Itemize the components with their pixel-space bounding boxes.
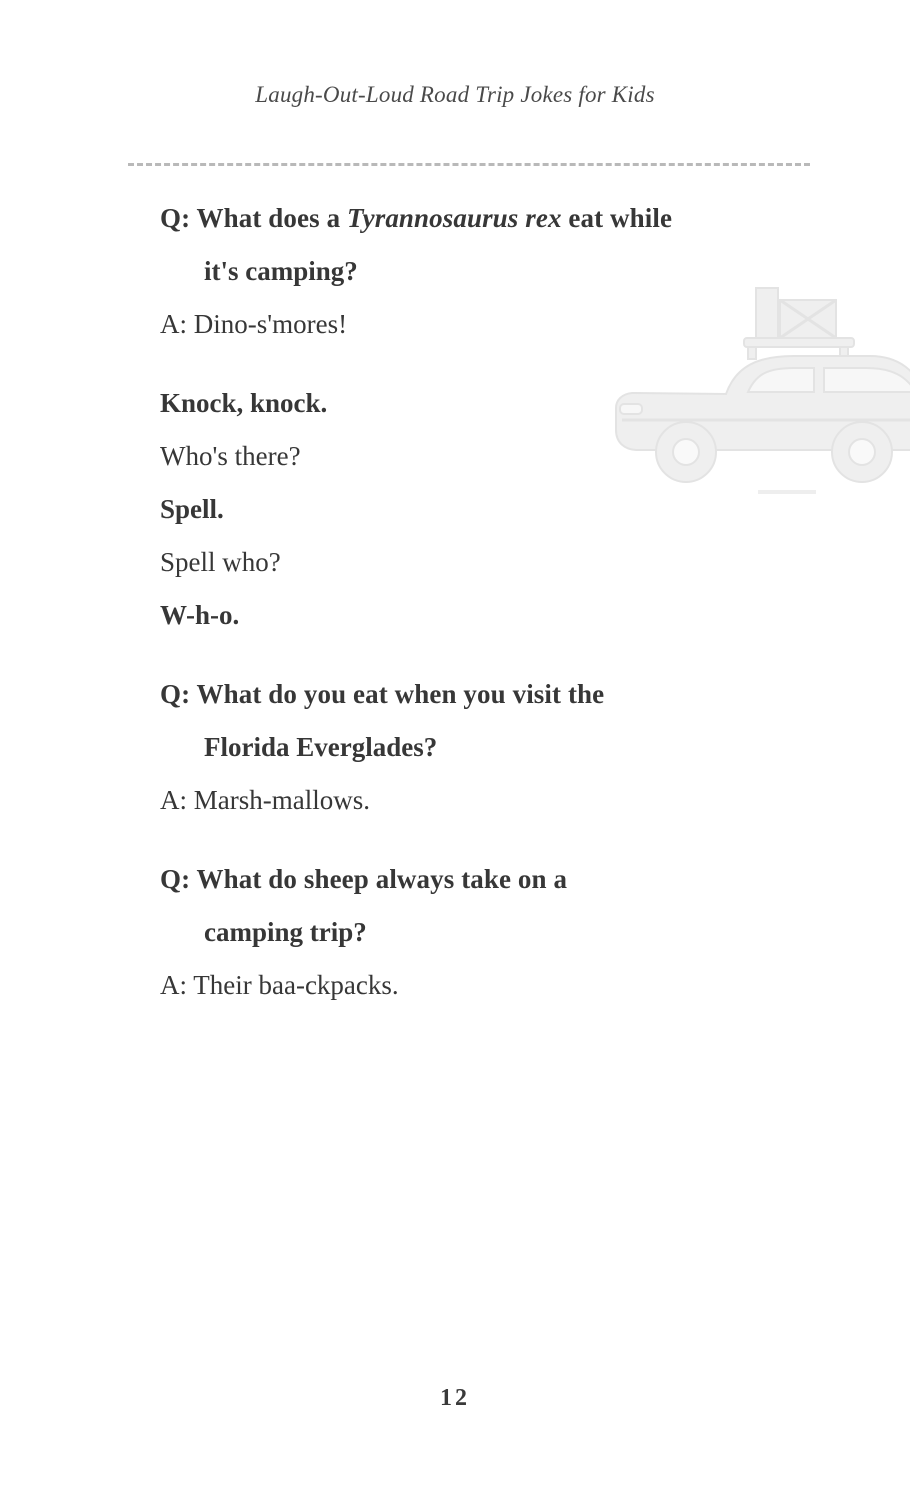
joke-dinosaur-smores bbox=[160, 205, 810, 338]
dashed-divider bbox=[128, 163, 810, 166]
knock-line-5: W-h-o. bbox=[160, 600, 240, 630]
joke-question-line-1: Q: What do sheep always take on a bbox=[160, 864, 568, 894]
knock-line-4: Spell who? bbox=[160, 547, 281, 577]
knock-line-2: Who's there? bbox=[160, 441, 301, 471]
joke-answer: A: Dino-s'mores! bbox=[160, 309, 348, 339]
joke-question-line-2: Florida Everglades? bbox=[204, 732, 438, 762]
knock-knock-lines bbox=[160, 390, 540, 629]
joke-question-line-1 bbox=[160, 205, 810, 232]
q-text-post: eat while bbox=[561, 203, 673, 233]
q-text-pre: Q: What does a bbox=[160, 203, 348, 233]
joke-knock-knock-spell bbox=[160, 390, 810, 629]
joke-everglades-marshmallows bbox=[160, 681, 810, 814]
page-number: 12 bbox=[440, 1385, 470, 1411]
q-text-italic: Tyrannosaurus rex bbox=[347, 203, 562, 233]
joke-question-line-2: camping trip? bbox=[204, 917, 367, 947]
knock-line-1: Knock, knock. bbox=[160, 388, 328, 418]
running-head: Laugh-Out-Loud Road Trip Jokes for Kids bbox=[255, 82, 655, 107]
knock-line-3: Spell. bbox=[160, 494, 224, 524]
joke-question-line-1: Q: What do you eat when you visit the bbox=[160, 679, 605, 709]
joke-sheep-backpacks bbox=[160, 866, 810, 999]
page-content bbox=[160, 205, 810, 1051]
joke-answer: A: Marsh-mallows. bbox=[160, 785, 370, 815]
joke-answer: A: Their baa-ckpacks. bbox=[160, 970, 399, 1000]
joke-question-line-2: it's camping? bbox=[204, 256, 358, 286]
